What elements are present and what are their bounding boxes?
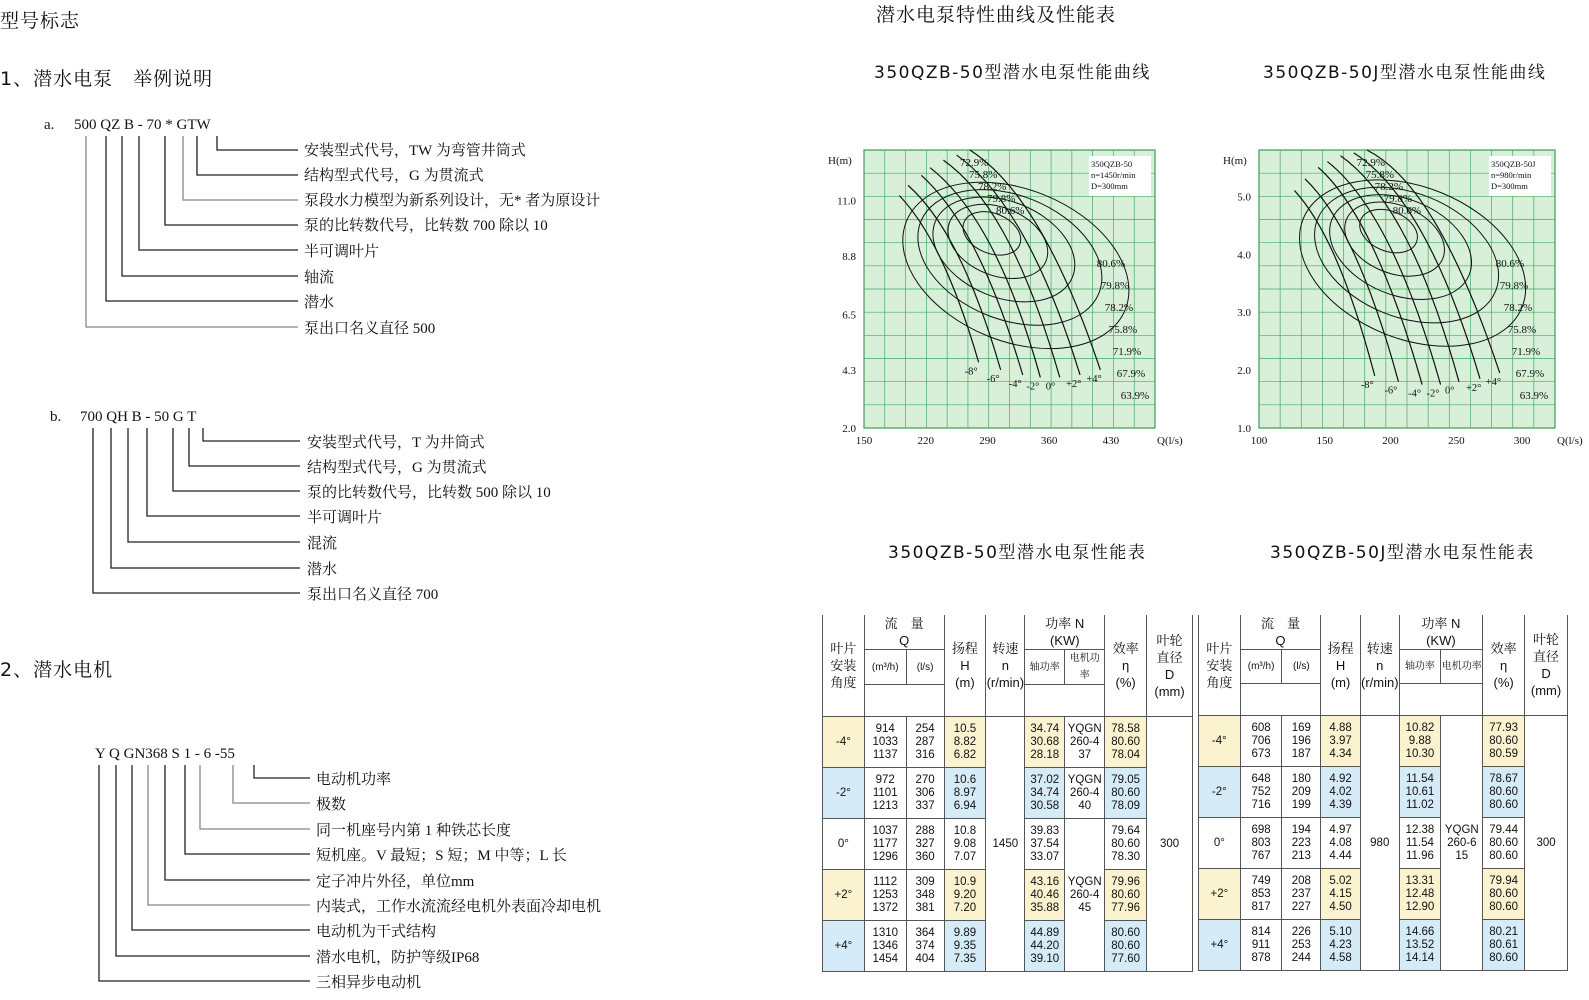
table1-q-ls: 288 327 360 bbox=[906, 819, 944, 870]
table1-shaft-power: 44.89 44.20 39.10 bbox=[1025, 921, 1065, 972]
table2-q-m3h: 749 853 817 bbox=[1240, 869, 1282, 920]
efficiency-label-right: 80.6% bbox=[1495, 257, 1525, 270]
table2-angle: -2° bbox=[1199, 767, 1241, 818]
y-tick-label: 2.0 bbox=[1237, 365, 1251, 378]
table1-eff: 80.60 80.60 77.60 bbox=[1105, 921, 1147, 972]
table2-angle: -4° bbox=[1199, 716, 1241, 767]
x-tick-label: 100 bbox=[1250, 435, 1268, 447]
table1-shaft-power: 43.16 40.46 35.88 bbox=[1025, 870, 1065, 921]
example-a-item-4: 泵的比转数代号，比转数 700 除以 10 bbox=[304, 218, 548, 234]
table1-head: 10.6 8.97 6.94 bbox=[944, 768, 986, 819]
table2-q-ls: 169 196 187 bbox=[1282, 716, 1321, 767]
efficiency-label-right: 67.9% bbox=[1515, 367, 1545, 380]
x-tick-label: 300 bbox=[1513, 435, 1531, 447]
table2-header-shaft-power: 轴功率 bbox=[1399, 650, 1441, 684]
y-tick-label: 2.0 bbox=[842, 423, 856, 435]
table1-shaft-power: 34.74 30.68 28.18 bbox=[1025, 717, 1065, 768]
table1-header-motor-power: 电机功率 bbox=[1065, 650, 1105, 685]
table1-q-ls: 309 348 381 bbox=[906, 870, 944, 921]
table2-header-flow: 流 量 Q bbox=[1240, 615, 1321, 650]
table2-header-flow-ls: (l/s) bbox=[1282, 650, 1321, 684]
efficiency-label-right: 63.9% bbox=[1120, 389, 1150, 402]
chart-info-text: D=300mm bbox=[1491, 181, 1528, 191]
table1-header-dia: 叶轮 直径 D (mm) bbox=[1147, 615, 1193, 717]
motor-item-2: 极数 bbox=[316, 797, 347, 813]
efficiency-label-top: 79.8% bbox=[987, 193, 1016, 205]
example-a-item-6: 轴流 bbox=[304, 270, 335, 286]
example-a-prefix: a. bbox=[44, 117, 55, 133]
x-axis-label: Q(l/s) bbox=[1557, 435, 1583, 447]
example-a-item-8: 泵出口名义直径 500 bbox=[304, 321, 436, 337]
section-title-curves: 潜水电泵特性曲线及性能表 bbox=[876, 4, 1117, 26]
x-tick-label: 250 bbox=[1448, 435, 1465, 447]
chart-info-text: n=1450r/min bbox=[1091, 170, 1136, 180]
table2-eff: 79.44 80.60 80.60 bbox=[1483, 818, 1525, 869]
table1-shaft-power: 37.02 34.74 30.58 bbox=[1025, 768, 1065, 819]
blade-angle-label: -4° bbox=[1408, 388, 1422, 400]
efficiency-label-top: 80.6% bbox=[1392, 205, 1422, 217]
efficiency-label-right: 79.8% bbox=[1100, 279, 1130, 292]
example-a-item-7: 潜水 bbox=[304, 295, 335, 311]
table1-header-power: 功率 N (KW) bbox=[1025, 615, 1105, 650]
table1-angle: 0° bbox=[823, 819, 865, 870]
table2-head: 4.88 3.97 4.34 bbox=[1321, 716, 1361, 767]
table1-q-ls: 364 374 404 bbox=[906, 921, 944, 972]
efficiency-label-top: 78.2% bbox=[978, 181, 1007, 193]
x-axis-label: Q(l/s) bbox=[1157, 435, 1183, 447]
efficiency-label-right: 63.9% bbox=[1519, 389, 1549, 402]
table1-motor-model: YQGN 260-4 40 bbox=[1065, 768, 1105, 819]
efficiency-label-right: 75.8% bbox=[1108, 323, 1138, 336]
x-tick-label: 150 bbox=[855, 435, 873, 447]
table2-q-m3h: 608 706 673 bbox=[1240, 716, 1282, 767]
motor-item-5: 定子冲片外径，单位mm bbox=[316, 874, 475, 890]
example-a-item-5: 半可调叶片 bbox=[304, 244, 380, 260]
table1-angle: -2° bbox=[823, 768, 865, 819]
motor-item-3: 同一机座号内第 1 种铁芯长度 bbox=[316, 823, 512, 839]
table2-q-m3h: 648 752 716 bbox=[1240, 767, 1282, 818]
table2-eff: 77.93 80.60 80.59 bbox=[1483, 716, 1525, 767]
table2-header-eff: 效率 η (%) bbox=[1483, 615, 1525, 716]
performance-table-350qzb-50 bbox=[822, 615, 1193, 972]
x-tick-label: 430 bbox=[1102, 435, 1120, 447]
blade-angle-label: +2° bbox=[1066, 378, 1082, 390]
table1-head: 10.5 8.82 6.82 bbox=[944, 717, 986, 768]
blade-angle-label: 0° bbox=[1045, 381, 1056, 393]
section-title-model: 型号标志 bbox=[0, 10, 81, 32]
table2-q-ls: 226 253 244 bbox=[1282, 920, 1321, 971]
y-axis-label: H(m) bbox=[828, 155, 852, 167]
table2-header-power: 功率 N (KW) bbox=[1399, 615, 1483, 650]
table1-q-m3h: 972 1101 1213 bbox=[864, 768, 906, 819]
table2-head: 5.10 4.23 4.58 bbox=[1321, 920, 1361, 971]
motor-item-1: 电动机功率 bbox=[316, 772, 392, 788]
table1-q-ls: 270 306 337 bbox=[906, 768, 944, 819]
x-tick-label: 220 bbox=[917, 435, 934, 447]
y-tick-label: 3.0 bbox=[1237, 307, 1251, 320]
performance-chart-350qzb-50j bbox=[1215, 140, 1585, 460]
table1-head: 10.9 9.20 7.20 bbox=[944, 870, 986, 921]
table1-eff: 79.96 80.60 77.96 bbox=[1105, 870, 1147, 921]
table2-q-ls: 194 223 213 bbox=[1282, 818, 1321, 869]
example-a-item-1: 安装型式代号，TW 为弯管井筒式 bbox=[304, 143, 526, 159]
table1-header-flow-m3h: (m³/h) bbox=[864, 650, 906, 685]
table1-eff: 79.64 80.60 78.30 bbox=[1105, 819, 1147, 870]
chart1-title: 350QZB-50型潜水电泵性能曲线 bbox=[874, 63, 1151, 83]
table2-shaft-power: 11.54 10.61 11.02 bbox=[1399, 767, 1441, 818]
efficiency-label-top: 75.8% bbox=[1365, 169, 1395, 181]
x-tick-label: 200 bbox=[1382, 435, 1399, 447]
table2-header-motor-power: 电机功率 bbox=[1441, 650, 1483, 684]
table1-angle: +2° bbox=[823, 870, 865, 921]
example-b-item-2: 结构型式代号，G 为贯流式 bbox=[307, 460, 487, 476]
table2-speed: 980 bbox=[1360, 716, 1399, 971]
example-b-item-5: 混流 bbox=[307, 536, 338, 552]
table2-title: 350QZB-50J型潜水电泵性能表 bbox=[1270, 543, 1535, 563]
blade-angle-label: -2° bbox=[1426, 388, 1440, 400]
efficiency-label-right: 79.8% bbox=[1499, 279, 1529, 292]
motor-item-8: 潜水电机，防护等级IP68 bbox=[316, 950, 480, 966]
performance-chart-350qzb-50 bbox=[820, 140, 1185, 460]
table1-head: 10.8 9.08 7.07 bbox=[944, 819, 986, 870]
blade-angle-label: -8° bbox=[1360, 379, 1374, 391]
y-tick-label: 1.0 bbox=[1237, 423, 1251, 435]
x-tick-label: 360 bbox=[1040, 435, 1058, 447]
chart-info-text: 350QZB-50J bbox=[1491, 159, 1536, 169]
efficiency-label-right: 78.2% bbox=[1503, 301, 1533, 314]
table2-shaft-power: 14.66 13.52 14.14 bbox=[1399, 920, 1441, 971]
chart-info-text: n=980r/min bbox=[1491, 170, 1532, 180]
table1-angle: -4° bbox=[823, 717, 865, 768]
table1-header-eff: 效率 η (%) bbox=[1105, 615, 1147, 717]
example-b-item-6: 潜水 bbox=[307, 562, 338, 578]
efficiency-label-right: 71.9% bbox=[1112, 345, 1142, 358]
table2-header-flow-m3h: (m³/h) bbox=[1240, 650, 1282, 684]
table1-header-flow-ls: (l/s) bbox=[906, 650, 944, 685]
motor-code: Y Q GN368 S 1 - 6 -55 bbox=[95, 746, 235, 762]
chart2-title: 350QZB-50J型潜水电泵性能曲线 bbox=[1263, 63, 1547, 83]
table2-header-speed: 转速 n (r/min) bbox=[1360, 615, 1399, 716]
table2-diameter: 300 bbox=[1525, 716, 1568, 971]
motor-item-4: 短机座。V 最短；S 短；M 中等；L 长 bbox=[316, 848, 567, 864]
y-tick-label: 8.8 bbox=[842, 251, 856, 264]
example-b-item-7: 泵出口名义直径 700 bbox=[307, 587, 439, 603]
x-tick-label: 150 bbox=[1316, 435, 1334, 447]
efficiency-label-top: 72.9% bbox=[1356, 157, 1386, 169]
table2-eff: 79.94 80.60 80.60 bbox=[1483, 869, 1525, 920]
table1-diameter: 300 bbox=[1147, 717, 1193, 972]
blade-angle-label: +2° bbox=[1466, 382, 1482, 394]
chart-info-text: D=300mm bbox=[1091, 181, 1128, 191]
efficiency-label-right: 67.9% bbox=[1116, 367, 1146, 380]
efficiency-label-top: 78.2% bbox=[1374, 181, 1404, 193]
efficiency-label-right: 78.2% bbox=[1104, 301, 1134, 314]
table1-speed: 1450 bbox=[986, 717, 1025, 972]
y-tick-label: 11.0 bbox=[837, 195, 856, 208]
table2-angle: 0° bbox=[1199, 818, 1241, 869]
table2-head: 4.92 4.02 4.39 bbox=[1321, 767, 1361, 818]
table1-angle: +4° bbox=[823, 921, 865, 972]
blade-angle-label: +4° bbox=[1086, 373, 1102, 385]
example-b-code: 700 QH B - 50 G T bbox=[80, 409, 197, 425]
table1-q-m3h: 1112 1253 1372 bbox=[864, 870, 906, 921]
motor-heading: 2、潜水电机 bbox=[0, 659, 114, 681]
table1-motor-model: YQGN 260-4 45 bbox=[1065, 819, 1105, 972]
table1-header-speed: 转速 n (r/min) bbox=[986, 615, 1025, 717]
blade-angle-label: 0° bbox=[1444, 385, 1455, 397]
table2-angle: +4° bbox=[1199, 920, 1241, 971]
y-tick-label: 6.5 bbox=[842, 309, 856, 322]
y-tick-label: 4.0 bbox=[1237, 249, 1251, 262]
efficiency-label-right: 80.6% bbox=[1096, 257, 1126, 270]
table1-header-angle: 叶片 安装 角度 bbox=[823, 615, 865, 717]
table2-shaft-power: 12.38 11.54 11.96 bbox=[1399, 818, 1441, 869]
blade-angle-label: -8° bbox=[964, 366, 978, 378]
performance-table-350qzb-50j bbox=[1198, 615, 1568, 971]
table2-q-ls: 208 237 227 bbox=[1282, 869, 1321, 920]
example-a-item-2: 结构型式代号，G 为贯流式 bbox=[304, 168, 484, 184]
table1-shaft-power: 39.83 37.54 33.07 bbox=[1025, 819, 1065, 870]
example-b-item-3: 泵的比转数代号，比转数 500 除以 10 bbox=[307, 485, 551, 501]
efficiency-label-right: 75.8% bbox=[1507, 323, 1537, 336]
table2-motor-model: YQGN 260-6 15 bbox=[1441, 716, 1483, 971]
example-a-code: 500 QZ B - 70 * GTW bbox=[74, 117, 211, 133]
x-tick-label: 290 bbox=[979, 435, 996, 447]
blade-angle-label: -2° bbox=[1026, 381, 1040, 393]
table2-header-dia: 叶轮 直径 D (mm) bbox=[1525, 615, 1568, 716]
table1-eff: 79.05 80.60 78.09 bbox=[1105, 768, 1147, 819]
table1-header-shaft-power: 轴功率 bbox=[1025, 650, 1065, 685]
blade-angle-label: -6° bbox=[986, 373, 1000, 385]
table2-q-m3h: 698 803 767 bbox=[1240, 818, 1282, 869]
example-b-item-4: 半可调叶片 bbox=[307, 510, 383, 526]
table2-shaft-power: 13.31 12.48 12.90 bbox=[1399, 869, 1441, 920]
table2-header-angle: 叶片 安装 角度 bbox=[1199, 615, 1241, 716]
table1-header-head: 扬程 H (m) bbox=[944, 615, 986, 717]
efficiency-label-top: 79.8% bbox=[1383, 193, 1413, 205]
example-b-item-1: 安装型式代号，T 为井筒式 bbox=[307, 435, 485, 451]
efficiency-label-top: 80.6% bbox=[996, 205, 1025, 217]
table2-angle: +2° bbox=[1199, 869, 1241, 920]
blade-angle-label: +4° bbox=[1485, 376, 1502, 388]
pump-heading: 1、潜水电泵 举例说明 bbox=[0, 68, 214, 90]
motor-item-6: 内装式，工作水流流经电机外表面冷却电机 bbox=[316, 899, 602, 915]
table1-eff: 78.58 80.60 78.04 bbox=[1105, 717, 1147, 768]
example-a-item-3: 泵段水力模型为新系列设计，无* 者为原设计 bbox=[304, 193, 601, 209]
y-tick-label: 4.3 bbox=[842, 364, 856, 377]
efficiency-label-top: 75.8% bbox=[969, 169, 998, 181]
example-b-prefix: b. bbox=[50, 409, 62, 425]
motor-item-9: 三相异步电动机 bbox=[316, 975, 422, 991]
motor-item-7: 电动机为干式结构 bbox=[316, 924, 437, 940]
table1-q-ls: 254 287 316 bbox=[906, 717, 944, 768]
table1-q-m3h: 914 1033 1137 bbox=[864, 717, 906, 768]
table2-shaft-power: 10.82 9.88 10.30 bbox=[1399, 716, 1441, 767]
efficiency-label-right: 71.9% bbox=[1511, 345, 1541, 358]
table2-q-m3h: 814 911 878 bbox=[1240, 920, 1282, 971]
table2-header-head: 扬程 H (m) bbox=[1321, 615, 1361, 716]
table2-head: 4.97 4.08 4.44 bbox=[1321, 818, 1361, 869]
blade-angle-label: -6° bbox=[1384, 385, 1398, 397]
table1-title: 350QZB-50型潜水电泵性能表 bbox=[888, 543, 1147, 563]
table2-eff: 80.21 80.61 80.60 bbox=[1483, 920, 1525, 971]
y-tick-label: 5.0 bbox=[1237, 191, 1251, 204]
table1-q-m3h: 1310 1346 1454 bbox=[864, 921, 906, 972]
y-axis-label: H(m) bbox=[1223, 155, 1247, 167]
table1-motor-model: YQGN 260-4 37 bbox=[1065, 717, 1105, 768]
chart-info-text: 350QZB-50 bbox=[1091, 159, 1133, 169]
efficiency-label-top: 72.9% bbox=[960, 157, 989, 169]
table2-head: 5.02 4.15 4.50 bbox=[1321, 869, 1361, 920]
table1-head: 9.89 9.35 7.35 bbox=[944, 921, 986, 972]
table2-q-ls: 180 209 199 bbox=[1282, 767, 1321, 818]
table2-eff: 78.67 80.60 80.60 bbox=[1483, 767, 1525, 818]
table1-q-m3h: 1037 1177 1296 bbox=[864, 819, 906, 870]
blade-angle-label: -4° bbox=[1008, 378, 1022, 390]
table1-header-flow: 流 量 Q bbox=[864, 615, 944, 650]
